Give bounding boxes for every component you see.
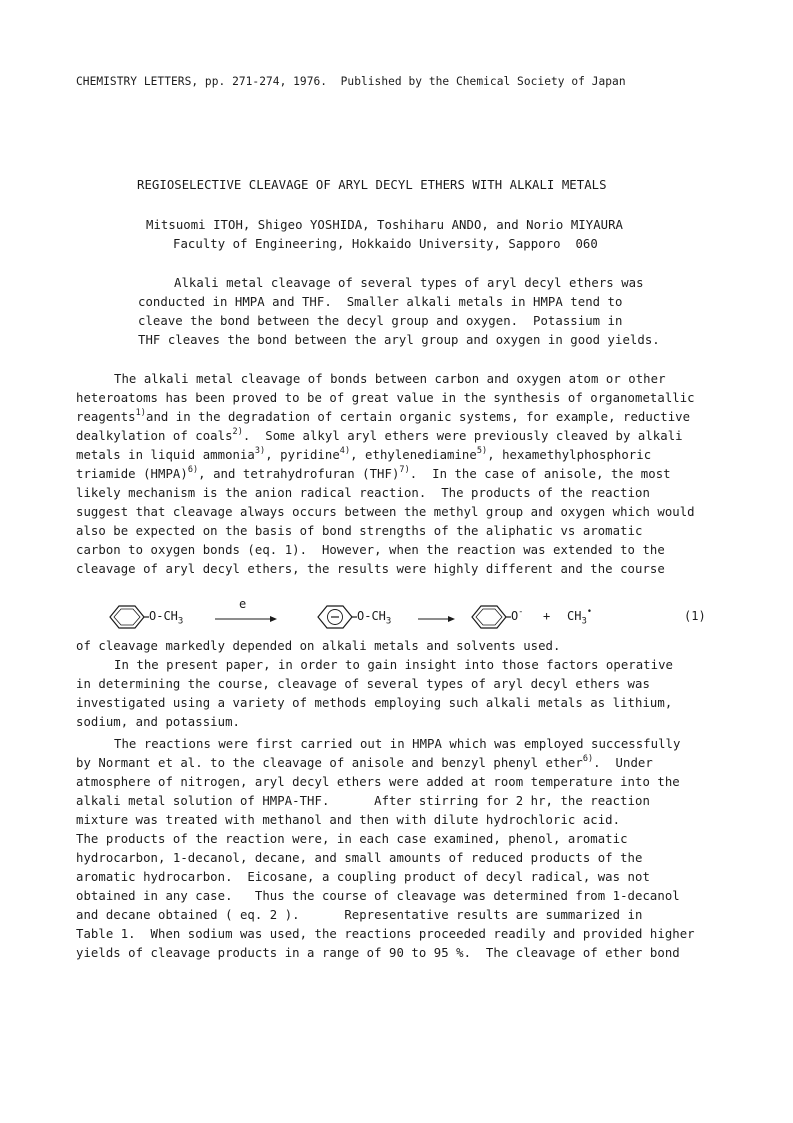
body-line: triamide (HMPA)$^{6)}$, and tetrahydrofuran (THF)$^{7)}$. In the case of anisole, the most <box>76 464 671 481</box>
body-line: The products of the reaction were, in each case examined, phenol, aromatic <box>76 832 628 846</box>
body-line: by Normant et al. to the cleavage of anisole and benzyl phenyl ether$^{6)}$. Under <box>76 753 653 770</box>
body-line: investigated using a variety of methods employing such alkali metals as lithium, <box>76 696 673 710</box>
body-line: atmosphere of nitrogen, aryl decyl ethers were added at room temperature into the <box>76 775 680 789</box>
body-line: aromatic hydrocarbon. Eicosane, a coupling product of decyl radical, was not <box>76 870 650 884</box>
reference-marker: 7) <box>399 464 410 475</box>
equation-number: (1) <box>684 609 706 623</box>
electron-label: e <box>239 597 247 611</box>
journal-header: CHEMISTRY LETTERS, pp. 271-274, 1976. Published by the Chemical Society of Japan <box>76 75 626 88</box>
benzene-ring-icon <box>110 606 149 628</box>
reference-marker: 1) <box>135 407 146 418</box>
body-line: carbon to oxygen bonds (eq. 1). However, when the reaction was extended to the <box>76 543 665 557</box>
article-title: REGIOSELECTIVE CLEAVAGE OF ARYL DECYL ETHERS WITH ALKALI METALS <box>137 178 607 192</box>
methoxy-group: $O-CH_3$ <box>149 609 184 627</box>
phenoxide-oxygen: O- <box>511 607 524 623</box>
reference-marker: 4) <box>339 445 351 456</box>
body-line: obtained in any case. Thus the course of cleavage was determined from 1-decanol <box>76 889 680 903</box>
body-line: also be expected on the basis of bond strengths of the aliphatic vs aromatic <box>76 524 643 538</box>
phenoxide-ring-icon <box>472 606 511 628</box>
body-line: likely mechanism is the anion radical reaction. The products of the reaction <box>76 486 650 500</box>
author-list: Mitsuomi ITOH, Shigeo YOSHIDA, Toshiharu ANDO, and Norio MIYAURA <box>146 218 624 232</box>
reference-marker: 3) <box>254 445 266 456</box>
reference-marker: 6) <box>582 753 594 764</box>
equation-1 <box>0 598 793 638</box>
body-line: sodium, and potassium. <box>76 715 240 729</box>
anion-radical-ring-icon <box>318 606 357 628</box>
reaction-arrow-icon <box>418 616 455 622</box>
plus-sign: + <box>543 609 551 623</box>
body-line: alkali metal solution of HMPA-THF. After stirring for 2 hr, the reaction <box>76 794 650 808</box>
body-line: suggest that cleavage always occurs between the methyl group and oxygen which would <box>76 505 695 519</box>
body-line: and decane obtained ( eq. 2 ). Representative results are summarized in <box>76 908 643 922</box>
body-line: Table 1. When sodium was used, the reactions proceeded readily and provided higher <box>76 927 695 941</box>
reference-marker: 2) <box>232 426 243 437</box>
body-line: The alkali metal cleavage of bonds between carbon and oxygen atom or other <box>114 372 666 386</box>
affiliation: Faculty of Engineering, Hokkaido University, Sapporo 060 <box>173 237 598 251</box>
reaction-arrow-icon <box>215 616 277 622</box>
body-line: dealkylation of coals$^{2)}$. Some alkyl aryl ethers were previously cleaved by alkali <box>76 426 683 443</box>
body-line: of cleavage markedly depended on alkali metals and solvents used. <box>76 639 561 653</box>
equation-structures <box>0 598 793 638</box>
body-line: cleavage of aryl decyl ethers, the results were highly different and the course <box>76 562 665 576</box>
reference-marker: 5) <box>476 445 488 456</box>
body-line: The reactions were first carried out in HMPA which was employed successfully <box>114 737 681 751</box>
methoxy-group: $O-CH_3$ <box>357 609 392 627</box>
body-line: mixture was treated with methanol and then with dilute hydrochloric acid. <box>76 813 621 827</box>
abstract-line: THF cleaves the bond between the aryl group and oxygen in good yields. <box>138 333 660 347</box>
abstract-line: conducted in HMPA and THF. Smaller alkali metals in HMPA tend to <box>138 295 623 309</box>
methyl-radical: $CH_3^•$ <box>567 607 592 627</box>
body-line: in determining the course, cleavage of several types of aryl decyl ethers was <box>76 677 650 691</box>
body-line: metals in liquid ammonia$^{3)}$, pyridine$^{4)}$, ethylenediamine$^{5)}$, hexamethylphosphoric <box>76 445 652 462</box>
body-line: yields of cleavage products in a range of 90 to 95 %. The cleavage of ether bond <box>76 946 680 960</box>
body-line: heteroatoms has been proved to be of great value in the synthesis of organometallic <box>76 391 695 405</box>
body-line: hydrocarbon, 1-decanol, decane, and small amounts of reduced products of the <box>76 851 643 865</box>
abstract-line: cleave the bond between the decyl group and oxygen. Potassium in <box>138 314 623 328</box>
body-line: reagents$^{1)}$and in the degradation of certain organic systems, for example, reductive <box>76 407 691 424</box>
body-line: In the present paper, in order to gain insight into those factors operative <box>114 658 674 672</box>
abstract-line: Alkali metal cleavage of several types of aryl decyl ethers was <box>174 276 644 290</box>
reference-marker: 6) <box>187 464 199 475</box>
